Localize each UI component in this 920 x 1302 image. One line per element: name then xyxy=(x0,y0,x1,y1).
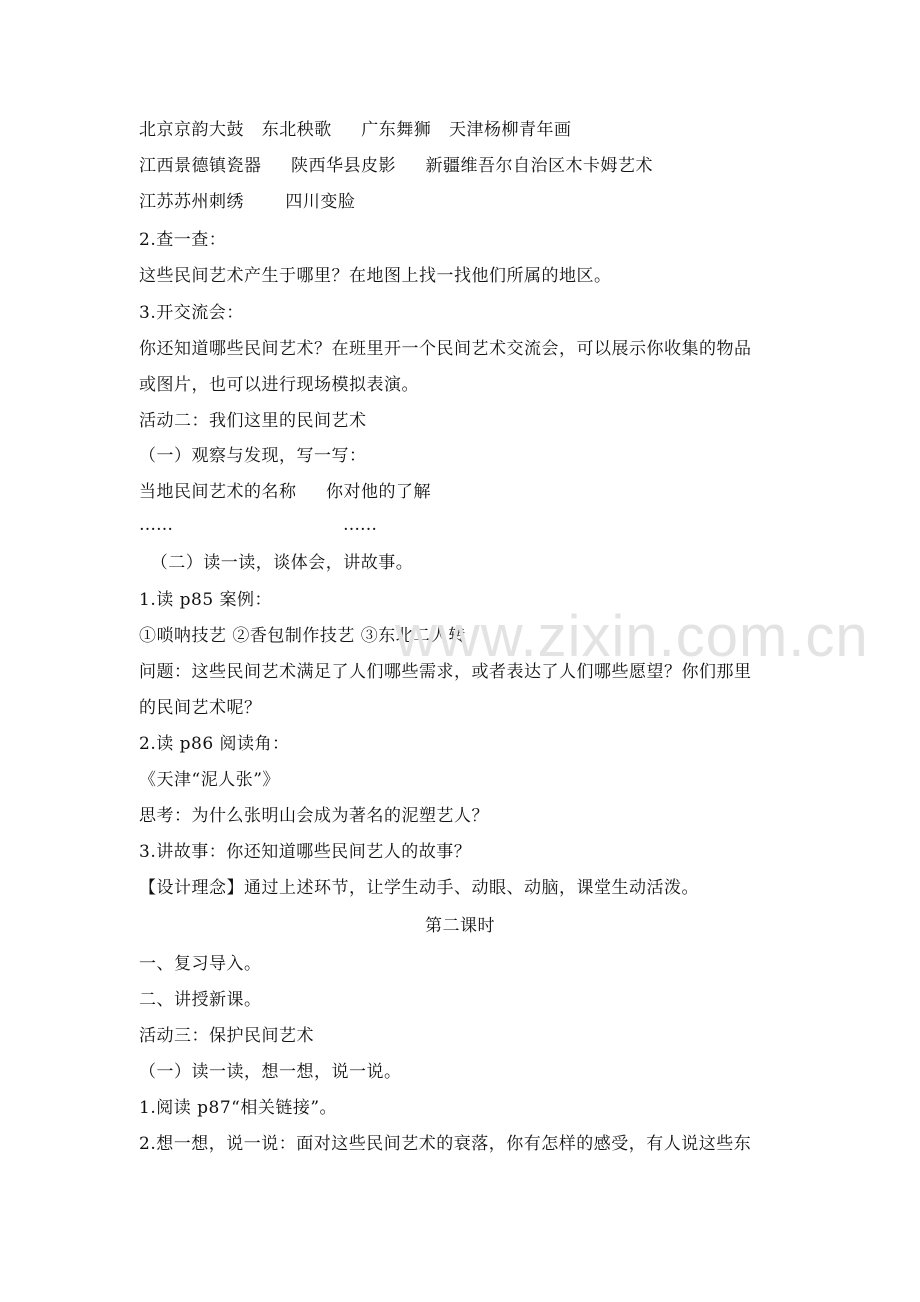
text-line-10: （一）观察与发现，写一写： xyxy=(139,446,367,466)
ellipsis-left: …… xyxy=(139,515,173,535)
text-line-25: （一）读一读，想一想，说一说。 xyxy=(139,1062,402,1082)
text-line-16: 的民间艺术呢？ xyxy=(139,698,262,718)
text-line-20: 3.讲故事：你还知道哪些民间艺人的故事？ xyxy=(139,842,472,862)
text-line-14: ①唢呐技艺 ②香包制作技艺 ③东北二人转 xyxy=(139,626,466,646)
watermark: www.zixin.com.cn xyxy=(395,604,869,669)
text-line-8: 或图片，也可以进行现场模拟表演。 xyxy=(139,375,419,395)
text-line-5: 这些民间艺术产生于哪里？在地图上找一找他们所属的地区。 xyxy=(139,266,612,286)
text-line-24: 活动三：保护民间艺术 xyxy=(139,1026,314,1046)
text-line-22: 一、复习导入。 xyxy=(139,954,262,974)
text-line-2: 江西景德镇瓷器 陕西华县皮影 新疆维吾尔自治区木卡姆艺术 xyxy=(139,156,654,176)
text-line-4: 2.查一查： xyxy=(139,230,227,250)
text-line-21: 【设计理念】通过上述环节，让学生动手、动眼、动脑，课堂生动活泼。 xyxy=(139,878,699,898)
text-line-15: 问题：这些民间艺术满足了人们哪些需求，或者表达了人们哪些愿望？你们那里 xyxy=(139,662,752,682)
ellipsis-right: …… xyxy=(343,515,377,535)
text-line-27: 2.想一想，说一说：面对这些民间艺术的衰落，你有怎样的感受，有人说这些东 xyxy=(139,1134,752,1154)
text-line-6: 3.开交流会： xyxy=(139,303,244,323)
text-line-11: 当地民间艺术的名称 你对他的了解 xyxy=(139,482,432,502)
text-line-1: 北京京韵大鼓 东北秧歌 广东舞狮 天津杨柳青年画 xyxy=(139,120,572,140)
text-line-9: 活动二：我们这里的民间艺术 xyxy=(139,411,367,431)
text-line-19: 思考：为什么张明山会成为著名的泥塑艺人？ xyxy=(139,806,489,826)
text-line-13: 1.读 p85 案例： xyxy=(139,590,273,610)
text-line-12: （二）读一读，谈体会，讲故事。 xyxy=(139,553,414,573)
section-title: 第二课时 xyxy=(425,916,495,936)
text-line-23: 二、讲授新课。 xyxy=(139,990,262,1010)
text-line-17: 2.读 p86 阅读角： xyxy=(139,734,290,754)
text-line-7: 你还知道哪些民间艺术？在班里开一个民间艺术交流会，可以展示你收集的物品 xyxy=(139,339,752,359)
text-line-26: 1.阅读 p87“相关链接”。 xyxy=(139,1098,338,1118)
text-line-3: 江苏苏州刺绣 四川变脸 xyxy=(139,192,356,212)
text-line-18: 《天津“泥人张”》 xyxy=(139,770,280,790)
